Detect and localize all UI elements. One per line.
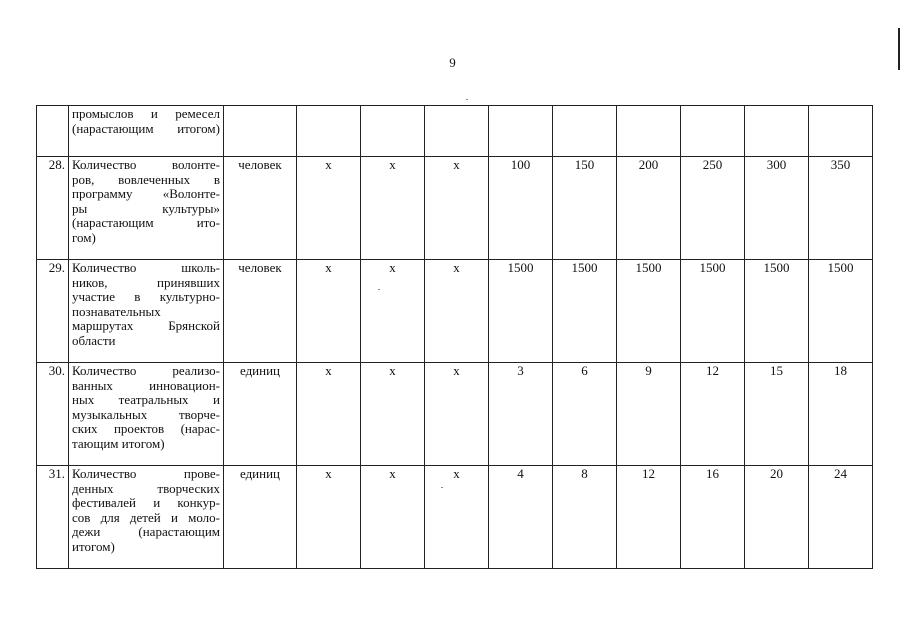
unit-cell: человек <box>224 260 297 363</box>
indicator-name <box>69 466 224 569</box>
indicator-name-line: дежи (нарастающим <box>72 524 220 539</box>
value-cell <box>617 106 681 157</box>
value-cell: 15 <box>745 363 809 466</box>
value-cell: 8 <box>553 466 617 569</box>
indicator-name-text: (нарастающим итогом) <box>72 120 220 136</box>
indicator-name-line: участие в культурно- <box>72 289 220 304</box>
value-cell: 150 <box>553 157 617 260</box>
value-cell <box>489 106 553 157</box>
value-cell: 100 <box>489 157 553 260</box>
value-cell: 24 <box>809 466 873 569</box>
value-cell: 1500 <box>617 260 681 363</box>
value-cell: x <box>361 363 425 466</box>
indicator-name-line: Количество школь- <box>72 260 220 275</box>
value-cell: 3 <box>489 363 553 466</box>
indicator-name-line: Количество прове- <box>72 466 220 481</box>
value-cell: 18 <box>809 363 873 466</box>
value-cell <box>297 106 361 157</box>
indicator-name-line: Количество реализо- <box>72 363 220 378</box>
indicator-name-line: сов для детей и моло- <box>72 509 220 525</box>
table-row <box>37 466 873 569</box>
indicator-name-line: (нарастающим ито- <box>72 215 220 230</box>
value-cell: x <box>297 466 361 569</box>
value-cell: 16 <box>681 466 745 569</box>
indicator-name-line: ных театральных и <box>72 392 220 407</box>
value-cell: x <box>361 260 425 363</box>
value-cell: 1500 <box>489 260 553 363</box>
value-cell: 1500 <box>553 260 617 363</box>
value-cell <box>425 106 489 157</box>
page-number: 9 <box>449 55 456 70</box>
value-cell <box>553 106 617 157</box>
value-cell: 200 <box>617 157 681 260</box>
indicator-name <box>69 106 224 157</box>
indicator-name-line: гом) <box>72 229 96 245</box>
indicator-name-line: музыкальных творче- <box>72 406 220 422</box>
indicator-name-line: тающим итогом) <box>72 435 165 451</box>
indicator-name-line: промыслов и ремесел <box>72 106 220 121</box>
value-cell: x <box>425 157 489 260</box>
row-number: 30. <box>37 363 69 466</box>
indicator-name-line: итогом) <box>72 538 115 554</box>
indicator-name-line <box>72 122 220 137</box>
indicator-name <box>69 157 224 260</box>
indicator-name-line: денных творческих <box>72 480 220 496</box>
value-cell: x <box>425 363 489 466</box>
value-cell <box>809 106 873 157</box>
indicator-name-line: ры культуры» <box>72 200 220 216</box>
page-edge-mark <box>898 28 900 70</box>
indicator-name-line: ников, принявших <box>72 274 220 290</box>
unit-cell: единиц <box>224 363 297 466</box>
unit-cell: единиц <box>224 466 297 569</box>
table-row <box>37 260 873 363</box>
value-cell: 12 <box>681 363 745 466</box>
indicator-name-line: Количество волонте- <box>72 157 220 172</box>
unit-cell: человек <box>224 157 297 260</box>
indicator-name-line: ров, вовлеченных в <box>72 171 220 187</box>
value-cell <box>745 106 809 157</box>
row-number: 31. <box>37 466 69 569</box>
value-cell: x <box>297 363 361 466</box>
value-cell: 250 <box>681 157 745 260</box>
indicator-name-line: фестивалей и конкур- <box>72 495 220 510</box>
value-cell: x <box>361 157 425 260</box>
value-cell: 12 <box>617 466 681 569</box>
indicator-name-line: программу «Волонте- <box>72 186 220 201</box>
value-cell <box>361 106 425 157</box>
value-cell: 1500 <box>745 260 809 363</box>
value-cell: 350 <box>809 157 873 260</box>
indicator-name <box>69 260 224 363</box>
table-row <box>37 157 873 260</box>
scan-speck <box>466 99 468 100</box>
value-cell: x <box>297 260 361 363</box>
value-cell: 9 <box>617 363 681 466</box>
value-cell: 4 <box>489 466 553 569</box>
indicator-name-line: маршрутах Брянской <box>72 318 220 333</box>
value-cell: 300 <box>745 157 809 260</box>
table-row <box>37 363 873 466</box>
value-cell <box>681 106 745 157</box>
value-cell: x <box>425 260 489 363</box>
indicator-name-line: познавательных <box>72 303 161 319</box>
value-cell: x <box>297 157 361 260</box>
unit-cell <box>224 106 297 157</box>
indicator-name-line: ванных инновацион- <box>72 377 220 393</box>
row-number <box>37 106 69 157</box>
indicator-name <box>69 363 224 466</box>
value-cell: 20 <box>745 466 809 569</box>
indicator-name-line: области <box>72 332 116 348</box>
value-cell: 1500 <box>681 260 745 363</box>
indicators-table <box>36 105 873 569</box>
row-number: 29. <box>37 260 69 363</box>
row-number: 28. <box>37 157 69 260</box>
value-cell: 6 <box>553 363 617 466</box>
table-row <box>37 106 873 157</box>
value-cell: 1500 <box>809 260 873 363</box>
indicator-name-line: ских проектов (нарас- <box>72 421 220 436</box>
value-cell: x <box>425 466 489 569</box>
value-cell: x <box>361 466 425 569</box>
